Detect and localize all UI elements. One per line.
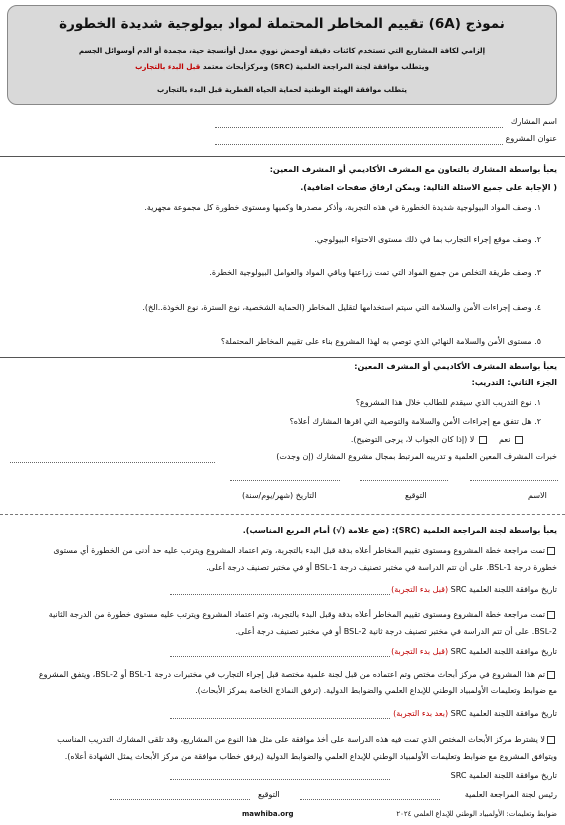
section1-heading: يعبأ بواسطة المشارك بالتعاون مع المشرف الأكاديمي أو المشرف المعين: — [269, 165, 557, 174]
opt2-text-a: تمت مراجعة خطة المشروع ومستوى تقييم المخاطر أعلاه بدقة وقبل البدء بالتجربة، وتم اعتماد المشروع ويترتب عليه مستوى خطورة من الدرجة الثانية — [49, 610, 557, 619]
section1-q1: ١. وصف المواد البيولوجية شديدة الخطورة في هذه التجربة، وأذكر مصدرها وكميها ومستوى خطورة كل مجموعة مجهرية. — [144, 203, 541, 212]
section1-subheading: ( الإجابة على جميع الاسئلة التالية: ويمكن ارفاق صفحات اضافية). — [300, 183, 557, 192]
opt2-checkbox[interactable] — [547, 611, 555, 619]
section2-q1: ١. نوع التدريب الذي سيقدم للطالب خلال هذا المشروع؟ — [355, 398, 541, 407]
opt3-date-line[interactable] — [170, 718, 390, 719]
no-checkbox[interactable] — [479, 436, 487, 444]
project-title-label: عنوان المشروع — [505, 134, 557, 143]
yes-checkbox[interactable] — [515, 436, 523, 444]
yes-no-row — [351, 435, 525, 444]
opt1-note: (قبل بدء التجربة) — [391, 585, 449, 594]
date-line[interactable] — [230, 480, 340, 481]
header-line-1: إلزامي لكافة المشاريع التي تستخدم كائنات دقيقة أوحمض نووي معدل أوأنسجة حية، مجمدة أو الدم أوسوائل الجسم — [78, 46, 486, 55]
opt3-checkbox[interactable] — [547, 671, 555, 679]
opt4-date: تاريخ موافقة اللجنة العلمية SRC — [450, 771, 557, 780]
opt2-date-line[interactable] — [170, 656, 390, 657]
opt2-note: (قبل بدء التجربة) — [391, 647, 449, 656]
opt3-date: تاريخ موافقة اللجنة العلمية SRC (بعد بدء التجربة) — [393, 709, 557, 718]
opt1-checkbox[interactable] — [547, 547, 555, 555]
signature-line[interactable] — [360, 480, 448, 481]
section1-q5: ٥. مستوى الأمن والسلامة النهائي الذي توصي به لهذا المشروع بناء على تقييم المخاطر المحتملة؟ — [220, 337, 541, 346]
divider-2 — [0, 357, 565, 358]
header-line-2: ويتطلب موافقة لجنة المراجعة العلمية (SRC) ومركزأبحاث معتمد قبل البدء بالتجارب — [135, 62, 429, 71]
header-line-3: يتطلب موافقة الهيئة الوطنية لحماية الحياة الفطرية قبل البدء بالتجارب — [157, 85, 407, 94]
section2-heading: يعبأ بواسطة المشرف الأكاديمي أو المشرف المعين: — [354, 362, 557, 371]
opt3-text-b: مع ضوابط وتعليمات الأولمبياد الوطني للإبداع العلمي والضوابط الدولية. (ترفق النماذج الخاصة بمركز الأبحاث). — [195, 686, 557, 695]
opt4-date-line[interactable] — [170, 779, 390, 780]
project-title-field[interactable] — [215, 144, 503, 145]
opt1-date-line[interactable] — [170, 594, 390, 595]
chair-label: رئيس لجنة المراجعة العلمية — [464, 790, 557, 799]
opt1-text-b: خطورة درجة BSL-1. على أن تتم الدراسة في مختبر تصنيف درجة BSL-1 أو في مختبر تصنيف درجة أعلى. — [206, 563, 557, 572]
chair-line[interactable] — [300, 799, 440, 800]
opt2-text-b: BSL-2. على أن تتم الدراسة في مختبر تصنيف درجة ثانية BSL-2 أو في مختبر تصنيف درجة أعلى. — [235, 627, 557, 636]
section2-part-label: الجزء الثاني: التدريب: — [471, 378, 557, 387]
section2-q2: ٢. هل تتفق مع إجراءات الأمن والسلامة والتوصية التي اقرها المشارك أعلاه؟ — [289, 417, 541, 426]
experience-label: خبرات المشرف المعين العلمية و تدريبه المرتبط بمجال مشروع المشارك (إن وجدت) — [276, 452, 557, 461]
name-line[interactable] — [470, 480, 558, 481]
opt1-text-a: تمت مراجعة خطة المشروع ومستوى تقييم المخاطر أعلاه بدقة قبل البدء بالتجربة، وتم اعتماد المشروع ويترتب عليه حد أدنى من الخطورة أي مستوى — [53, 546, 557, 555]
header-line-2-red: قبل البدء بالتجارب — [135, 62, 201, 71]
header-box — [7, 5, 557, 105]
opt3-note: (بعد بدء التجربة) — [393, 709, 449, 718]
footer-rules: ضوابط وتعليمات: الأولمبياد الوطني للإبداع العلمي ٢٠٢٤ — [396, 810, 557, 818]
participant-name-label: اسم المشارك — [510, 117, 557, 126]
opt2-date: تاريخ موافقة اللجنة العلمية SRC (قبل بدء التجربة) — [391, 647, 557, 656]
opt4-text-a: لا يشترط مركز الأبحاث المختص الذي تمت فيه هذه الدراسة على أخذ موافقة على مثل هذا النوع من المشاريع، وقد تلقى المشارك التدريب المناسب — [57, 735, 557, 744]
experience-field[interactable] — [10, 462, 215, 463]
footer-site: mawhiba.org — [242, 810, 294, 818]
section1-q3: ٣. وصف طريقة التخلص من جميع المواد التي تمت زراعتها وباقي المواد والعوامل البيولوجية الخطرة. — [209, 268, 541, 277]
yes-label: نعم — [499, 435, 511, 444]
chair-signature-label: التوقيع — [258, 790, 280, 799]
section1-q2: ٢. وصف موقع إجراء التجارب بما في ذلك مستوى الاحتواء البيولوجي. — [314, 235, 541, 244]
sig-signature-label: التوقيع — [405, 491, 427, 500]
chair-signature-line[interactable] — [110, 799, 250, 800]
opt1-date: تاريخ موافقة اللجنة العلمية SRC (قبل بدء التجربة) — [391, 585, 557, 594]
sig-date-label: التاريخ (شهر/يوم/سنة) — [242, 491, 317, 500]
section3-heading: يعبأ بواسطة لجنة المراجعة العلمية (SRC): (ضع علامة (√) أمام المربع المناسب). — [242, 526, 557, 535]
sig-name-label: الاسم — [528, 491, 547, 500]
opt3-text-a: تم هذا المشروع في مركز أبحاث مختص وتم اعتماده من قبل لجنة علمية مختصة قبل إجراء التجارب في مختبرات درجة BSL-1 أو BSL-2، ويتفق المشروع — [39, 670, 557, 679]
no-label: لا (إذا كان الجواب لا، يرجى التوضيح). — [350, 435, 475, 444]
opt4-text-b: ويتوافق المشروع مع ضوابط وتعليمات الأولمبياد الوطني للإبداع العلمي والضوابط الدولية (يرفق خطاب موافقة من مركز الأبحاث يمثل الشهادة أعلاه). — [64, 752, 557, 761]
divider-1 — [0, 156, 565, 157]
participant-name-field[interactable] — [215, 127, 503, 128]
form-title: نموذج (6A) تقييم المخاطر المحتملة لمواد بيولوجية شديدة الخطورة — [59, 16, 505, 32]
divider-3 — [0, 514, 565, 515]
opt4-checkbox[interactable] — [547, 736, 555, 744]
section1-q4: ٤. وصف إجراءات الأمن والسلامة التي سيتم استخدامها لتقليل المخاطر (الحماية الشخصية، نوع السترة، نوع الخوذة..الخ). — [142, 303, 541, 312]
